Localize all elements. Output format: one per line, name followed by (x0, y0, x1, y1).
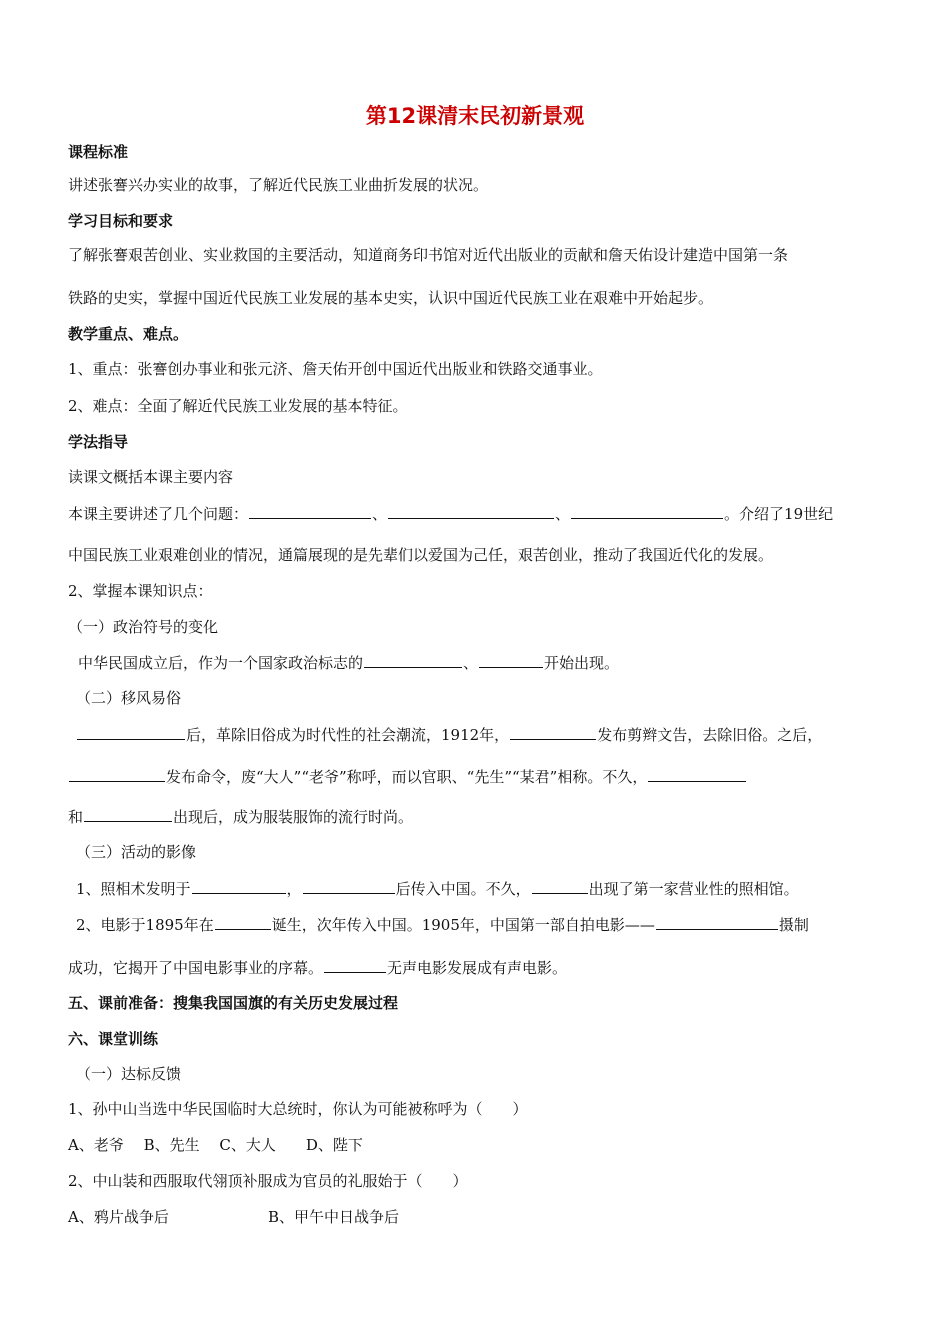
focus-point-1: 1、重点：张謇创办事业和张元济、詹天佑开创中国近代出版业和铁路交通事业。 (68, 360, 603, 378)
text: 后，革除旧俗成为时代性的社会潮流，1912年， (186, 726, 510, 744)
blank-11[interactable] (192, 878, 286, 894)
question-2-option-b: B、甲午中日战争后 (268, 1208, 400, 1226)
method-heading: 学法指导 (68, 433, 129, 451)
blank-10[interactable] (84, 806, 172, 822)
blank-12[interactable] (303, 878, 395, 894)
blank-15[interactable] (656, 914, 778, 930)
text: 开始出现。 (544, 654, 620, 672)
blank-1[interactable] (249, 503, 371, 519)
goals-text-1: 了解张謇艰苦创业、实业救国的主要活动，知道商务印书馆对近代出版业的贡献和詹天佑设计建造中国第一条 (68, 246, 789, 264)
blank-3[interactable] (571, 503, 723, 519)
standard-heading: 课程标准 (68, 143, 129, 161)
blank-6[interactable] (77, 724, 185, 740)
training-heading: 六、课堂训练 (68, 1030, 159, 1048)
text: 出现后，成为服装服饰的流行时尚。 (173, 808, 414, 826)
text: 2、电影于1895年在 (76, 916, 214, 934)
blank-9[interactable] (648, 766, 746, 782)
main-content-line-1 (68, 503, 833, 524)
read-instruction: 读课文概括本课主要内容 (68, 468, 234, 486)
separator: 、 (463, 654, 479, 672)
text: 中华民国成立后，作为一个国家政治标志的 (78, 654, 364, 672)
blank-13[interactable] (532, 878, 588, 894)
text: 无声电影发展成有声电影。 (387, 959, 568, 977)
text: 发布命令，废“大人”“老爷”称呼，而以官职、“先生”“某君”相称。不久， (166, 768, 648, 786)
main-suffix: 。介绍了19世纪 (724, 505, 834, 523)
question-2-option-a: A、鸦片战争后 (68, 1208, 169, 1226)
text: 后传入中国。不久， (395, 880, 531, 898)
standard-text: 讲述张謇兴办实业的故事，了解近代民族工业曲折发展的状况。 (68, 176, 489, 194)
focus-heading: 教学重点、难点。 (68, 325, 189, 343)
moving-images-line-2 (76, 914, 809, 935)
subsection-moving-images: （三）活动的影像 (76, 843, 197, 861)
customs-line-2 (68, 766, 747, 787)
text: 成功，它揭开了中国电影事业的序幕。 (68, 959, 324, 977)
political-symbols-text (78, 652, 619, 673)
blank-4[interactable] (364, 652, 462, 668)
subsection-political-symbols: （一）政治符号的变化 (68, 618, 219, 636)
blank-7[interactable] (510, 724, 596, 740)
text: 出现了第一家营业性的照相馆。 (588, 880, 799, 898)
main-prefix: 本课主要讲述了几个问题： (68, 505, 249, 523)
text: 和 (68, 808, 84, 826)
question-1: 1、孙中山当选中华民国临时大总统时，你认为可能被称呼为（ ） (68, 1100, 528, 1118)
training-subheading: （一）达标反馈 (76, 1065, 182, 1083)
text: 1、照相术发明于 (76, 880, 191, 898)
text: 摄制 (778, 916, 809, 934)
customs-line-1 (76, 724, 822, 745)
goals-text-2: 铁路的史实，掌握中国近代民族工业发展的基本史实，认识中国近代民族工业在艰难中开始起步。 (68, 289, 714, 307)
focus-point-2: 2、难点：全面了解近代民族工业发展的基本特征。 (68, 397, 408, 415)
separator: 、 (555, 505, 571, 523)
main-content-line-2: 中国民族工业艰难创业的情况，通篇展现的是先辈们以爱国为己任，艰苦创业，推动了我国近代化的发展。 (68, 546, 774, 564)
text: 诞生，次年传入中国。1905年，中国第一部自拍电影—— (271, 916, 655, 934)
blank-5[interactable] (479, 652, 543, 668)
page-title: 第12课清末民初新景观 (365, 104, 585, 128)
customs-line-3 (68, 806, 413, 827)
subsection-customs: （二）移风易俗 (76, 689, 182, 707)
moving-images-line-1 (76, 878, 799, 899)
blank-2[interactable] (388, 503, 554, 519)
prep-heading: 五、课前准备：搜集我国国旗的有关历史发展过程 (68, 994, 399, 1012)
question-2: 2、中山装和西服取代翎顶补服成为官员的礼服始于（ ） (68, 1172, 468, 1190)
blank-14[interactable] (215, 914, 271, 930)
text: 发布剪辫文告，去除旧俗。之后， (597, 726, 823, 744)
question-1-options: A、老爷 B、先生 C、大人 D、陛下 (68, 1136, 363, 1154)
blank-8[interactable] (69, 766, 165, 782)
points-heading: 2、掌握本课知识点： (68, 582, 213, 600)
moving-images-line-3 (68, 957, 567, 978)
separator: 、 (372, 505, 388, 523)
goals-heading: 学习目标和要求 (68, 212, 174, 230)
blank-16[interactable] (324, 957, 386, 973)
separator: ， (286, 880, 302, 898)
